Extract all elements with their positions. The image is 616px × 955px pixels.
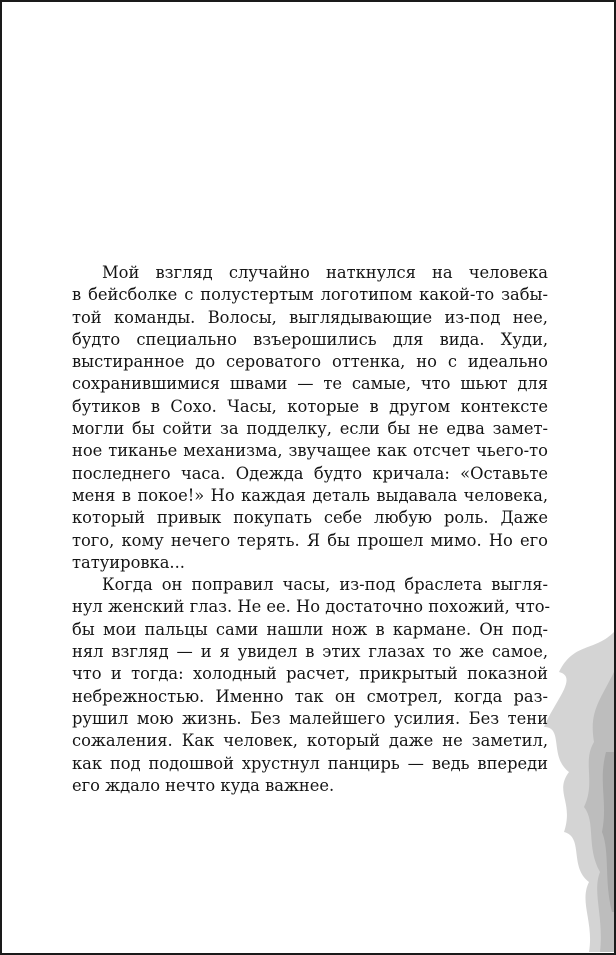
text-line: который привык покупать себе любую роль. Даже: [72, 508, 548, 528]
body-text: [72, 262, 551, 797]
text-line: той команды. Волосы, выглядывающие из-под нее,: [72, 307, 548, 327]
text-line: будто специально взъерошились для вида. Худи,: [72, 329, 548, 349]
text-line: ное тиканье механизма, звучащее как отсчет чьего-то: [72, 441, 548, 461]
text-line: выстиранное до сероватого оттенка, но с идеально: [72, 352, 548, 372]
text-line: небрежностью. Именно так он смотрел, когда раз-: [72, 686, 548, 706]
text-line: сожаления. Как человек, который даже не заметил,: [72, 731, 548, 751]
text-line: что и тогда: холодный расчет, прикрытый показной: [72, 664, 548, 684]
text-line: нул женский глаз. Не ее. Но достаточно похожий, что-: [72, 597, 551, 617]
text-line: сохранившимися швами — те самые, что шьют для: [72, 374, 548, 394]
text-line: рушил мою жизнь. Без малейшего усилия. Без тени: [72, 708, 548, 728]
text-line: нял взгляд — и я увидел в этих глазах то же самое,: [72, 642, 548, 662]
text-line: Когда он поправил часы, из-под браслета выгля-: [102, 575, 548, 595]
text-line: бутиков в Сохо. Часы, которые в другом контексте: [72, 396, 548, 416]
text-line: меня в покое!» Но каждая деталь выдавала человека,: [72, 485, 548, 505]
text-line: могли бы сойти за подделку, если бы не едва замет-: [72, 419, 548, 439]
text-line: Мой взгляд случайно наткнулся на человека: [102, 263, 548, 282]
text-line: того, кому нечего терять. Я бы прошел мимо. Но его: [72, 530, 548, 550]
text-line: последнего часа. Одежда будто кричала: «Оставьте: [72, 463, 548, 483]
text-line: его ждало нечто куда важнее.: [72, 775, 335, 795]
text-line: татуировка...: [72, 552, 185, 572]
text-line: бы мои пальцы сами нашли нож в кармане. Он под-: [72, 619, 548, 639]
text-line: как под подошвой хрустнул панцирь — ведь впереди: [72, 753, 548, 773]
text-line: в бейсболке с полустертым логотипом какой-то забы-: [72, 285, 548, 305]
